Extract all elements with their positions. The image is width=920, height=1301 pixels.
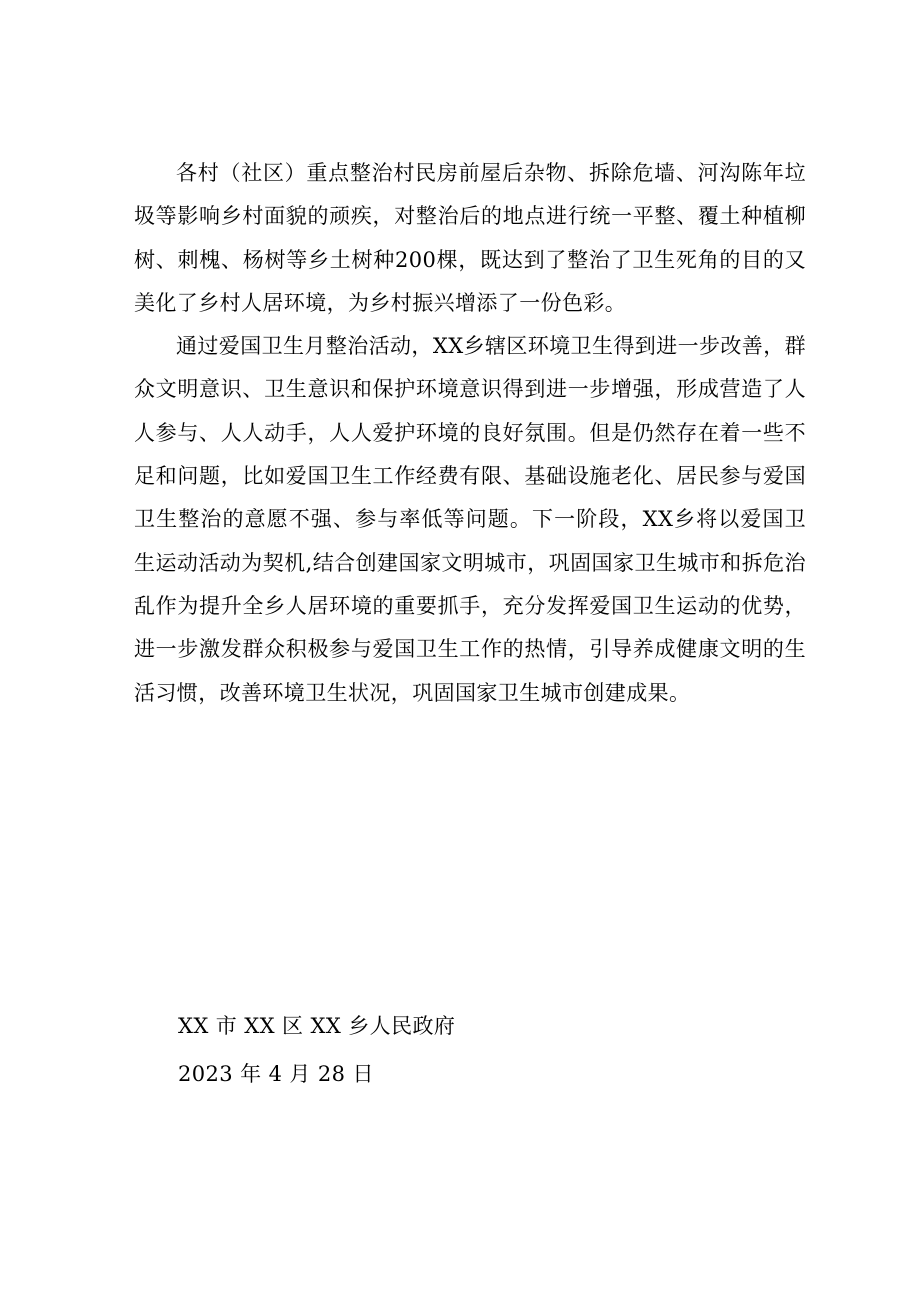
document-body (134, 152, 806, 715)
paragraph-village-renovation: 各村（社区）重点整治村民房前屋后杂物、拆除危墙、河沟陈年垃圾等影响乡村面貌的顽疾，对整治后的地点进行统一平整、覆土种植柳树、刺槐、杨树等乡土树种200棵，既达到了整治了卫生死角的目的又美化了乡村人居环境，为乡村振兴增添了一份色彩。 (134, 161, 806, 315)
signature-block (178, 1002, 778, 1098)
issue-date: 2023 年 4 月 28 日 (178, 1062, 374, 1086)
paragraph-campaign-summary: 通过爱国卫生月整治活动，XX乡辖区环境卫生得到进一步改善，群众文明意识、卫生意识和保护环境意识得到进一步增强，形成营造了人人参与、人人动手，人人爱护环境的良好氛围。但是仍然存在着一些不足和问题，比如爱国卫生工作经费有限、基础设施老化、居民参与爱国卫生整治的意愿不强、参与率低等问题。下一阶段，XX乡将以爱国卫生运动活动为契机,结合创建国家文明城市，巩固国家卫生城市和拆危治乱作为提升全乡人居环境的重要抓手，充分发挥爱国卫生运动的优势，进一步激发群众积极参与爱国卫生工作的热情，引导养成健康文明的生活习惯，改善环境卫生状况，巩固国家卫生城市创建成果。 (134, 334, 806, 705)
issuing-organization: XX 市 XX 区 XX 乡人民政府 (178, 1014, 456, 1038)
